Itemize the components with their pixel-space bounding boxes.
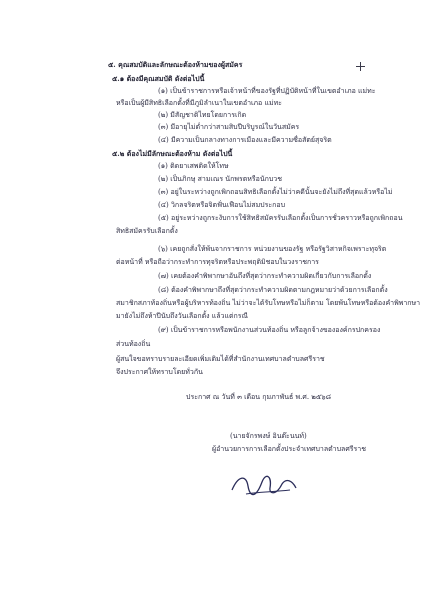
s52-item-5-cont: สิทธิสมัครรับเลือกตั้ง — [116, 227, 178, 235]
s52-item-6-cont: ต่อหน้าที่ หรือถือว่ากระทำการทุจริตหรือประพฤติมิชอบในวงราชการ — [116, 258, 319, 266]
section-5-2-heading: ๕.๒ ต้องไม่มีลักษณะต้องห้าม ดังต่อไปนี้ — [112, 149, 233, 158]
s52-item-8-cont: สมาชิกสภาท้องถิ่นหรือผู้บริหารท้องถิ่น ไม่ว่าจะได้รับโทษหรือไม่ก็ตาม โดยพ้นโทษหรือต้องคำพิพากษา — [116, 299, 421, 307]
s51-item-1: (๑) เป็นข้าราชการหรือเจ้าหน้าที่ของรัฐที่ปฏิบัติหน้าที่ในเขตอำเภอ แม่ทะ — [158, 87, 376, 95]
announce-date: ประกาศ ณ วันที่ ๓ เดือน กุมภาพันธ์ พ.ศ. ๒๕๖๘ — [186, 393, 332, 401]
s52-item-8-cont-2: มายังไม่ถึงห้าปีนับถึงวันเลือกตั้ง แล้วแต่กรณี — [116, 312, 249, 320]
s52-item-7: (๗) เคยต้องคำพิพากษาอันถึงที่สุดว่ากระทำความผิดเกี่ยวกับการเลือกตั้ง — [158, 272, 372, 280]
s52-item-4: (๔) วิกลจริตหรือจิตฟั่นเฟือนไม่สมประกอบ — [158, 201, 286, 209]
closing-announce: จึงประกาศให้ทราบโดยทั่วกัน — [116, 368, 203, 376]
s52-item-6: (๖) เคยถูกสั่งให้พ้นจากราชการ หน่วยงานของรัฐ หรือรัฐวิสาหกิจเพราะทุจริต — [158, 245, 387, 253]
s52-item-3: (๓) อยู่ในระหว่างถูกเพิกถอนสิทธิเลือกตั้งไม่ว่าคดีนั้นจะยังไม่ถึงที่สุดแล้วหรือไม่ — [158, 188, 393, 196]
section-5-1-heading: ๕.๑ ต้องมีคุณสมบัติ ดังต่อไปนี้ — [112, 74, 205, 83]
signature-image — [226, 468, 306, 504]
s51-item-1-cont: หรือเป็นผู้มีสิทธิเลือกตั้งที่มีภูมิลำเนาในเขตอำเภอ แม่ทะ — [116, 99, 282, 107]
s52-item-9-cont: ส่วนท้องถิ่น — [116, 340, 151, 348]
signer-name: (นายจักรพงษ์ อินต๊ะนนท์) — [230, 432, 307, 440]
cross-mark-icon — [356, 62, 365, 71]
s52-item-8: (๘) ต้องคำพิพากษาถึงที่สุดว่ากระทำความผิดตามกฎหมายว่าด้วยการเลือกตั้ง — [158, 286, 388, 294]
s52-item-1: (๑) ติดยาเสพติดให้โทษ — [158, 162, 229, 170]
signer-title: ผู้อำนวยการการเลือกตั้งประจำเทศบาลตำบลศรีราช — [212, 445, 366, 453]
closing-contact: ผู้สนใจขอทราบรายละเอียดเพิ่มเติมได้ที่สำนักงานเทศบาลตำบลศรีราช — [116, 355, 325, 363]
s52-item-2: (๒) เป็นภิกษุ สามเณร นักพรตหรือนักบวช — [158, 175, 282, 183]
s51-item-4: (๔) มีความเป็นกลางทางการเมืองและมีความซื่อสัตย์สุจริต — [158, 136, 332, 144]
section-5-heading: ๕. คุณสมบัติและลักษณะต้องห้ามของผู้สมัคร — [108, 60, 243, 69]
s52-item-5: (๕) อยู่ระหว่างถูกระงับการใช้สิทธิสมัครรับเลือกตั้งเป็นการชั่วคราวหรือถูกเพิกถอน — [158, 214, 403, 222]
s51-item-3: (๓) มีอายุไม่ต่ำกว่าสามสิบปีบริบูรณ์ในวันสมัคร — [158, 123, 300, 131]
s52-item-9: (๙) เป็นข้าราชการหรือพนักงานส่วนท้องถิ่น หรือลูกจ้างขององค์กรปกครอง — [158, 326, 381, 334]
s51-item-2: (๒) มีสัญชาติไทยโดยการเกิด — [158, 111, 247, 119]
